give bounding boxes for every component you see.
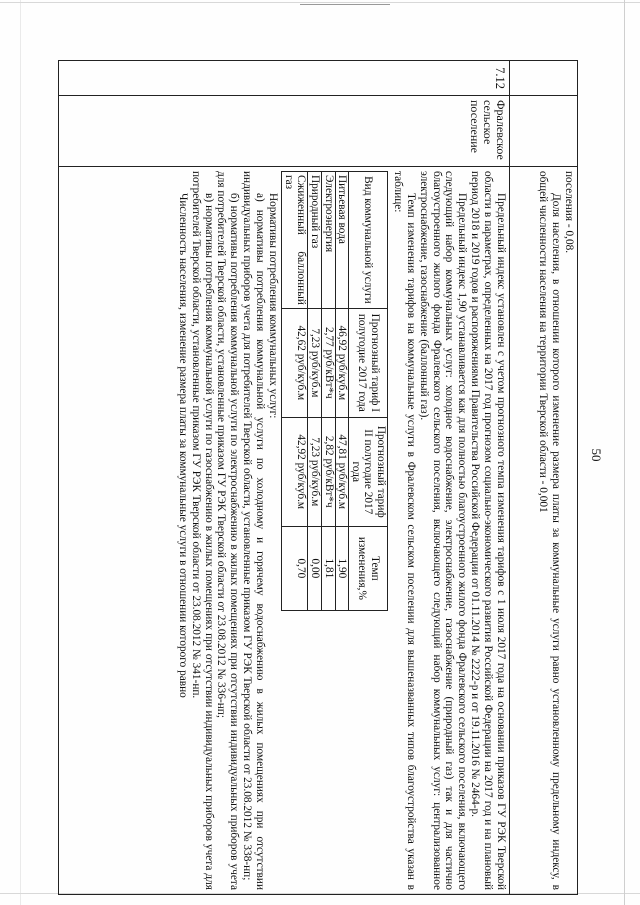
change-rate: 1,90	[335, 526, 349, 610]
paragraph: Предельный индекс 1,90 устанавливается как для полностью благоустроенного жилого фонда Фралевского сельского поселения, включающего следующий набор коммунальных услуг: холодное водоснабжение, электроснабжение, газоснабжение (природный газ) так и для частично благоустроенного жилого фонда Фралевского сельского поселения, включающего следующий набор коммунальных услуг: централизованное электроснабжение, газоснабжение (баллонный газ).	[417, 171, 469, 890]
paragraph: а) нормативы потребления коммунальной услуги по холодному и горячему водоснабжению в жилых помещениях при отсутствии индивидуальных приборов учета для потребителей Тверской области, установленные приказом ГУ РЭК Тверской области от 23.08.2012 № 338-нп;	[241, 171, 267, 890]
tariff-h1: 7,23 руб/куб.м	[308, 308, 322, 417]
tariff-table	[281, 171, 388, 611]
service-name: Природный газ	[308, 172, 322, 309]
header-service: Вид коммунальной услуги	[349, 172, 388, 309]
row-number: 7.12	[59, 61, 510, 96]
service-name: Сжиженный баллонный газ	[282, 172, 308, 309]
tariff-h1: 42,62 руб/куб.м	[282, 308, 308, 417]
continuation-cell	[510, 167, 578, 895]
service-name: Электроэнергия	[321, 172, 335, 309]
tariff-header-row	[349, 172, 388, 611]
change-rate: 0,00	[308, 526, 322, 610]
name-cell-empty	[510, 96, 578, 167]
tariff-row	[308, 172, 322, 611]
page-edge-right	[624, 0, 625, 905]
header-change-rate: Темп изменения,%	[349, 526, 388, 610]
paragraph: Численность населения, изменение размера платы за коммунальные услуги в отношении которого равно	[176, 193, 189, 698]
settlement-name: Фралевское сельское поселение	[59, 96, 510, 167]
number-cell-empty	[510, 61, 578, 96]
tariff-h2: 7,23 руб/куб.м	[308, 417, 322, 526]
scan-edge	[20, 0, 21, 905]
row-content	[59, 167, 510, 895]
table-row-7-12	[59, 61, 510, 895]
continuation-line: поселения - 0,08.	[563, 171, 575, 254]
page-number: 50	[589, 448, 604, 462]
continuation-paragraph: Доля населения, в отношении которого изменение размера платы за коммунальные услуги равно установленному предельному индексу, в общей численности населения на территории Тверской области - 0,001	[537, 171, 563, 890]
tariff-h2: 47,81 руб/куб.м	[335, 417, 349, 526]
tariff-h1: 46,92 руб/куб.м	[335, 308, 349, 417]
tariff-h1: 2,77 руб/кВт*ч	[321, 308, 335, 417]
tariff-h2: 42,92 руб/куб.м	[282, 417, 308, 526]
service-name: Питьевая вода	[335, 172, 349, 309]
header-tariff-h1: Прогнозный тариф I полугодие 2017 года	[349, 308, 388, 417]
table-row-continuation	[510, 61, 578, 895]
document-table	[58, 60, 578, 895]
change-rate: 0,70	[282, 526, 308, 610]
scan-mark	[300, 0, 390, 5]
rotated-document-table	[58, 60, 578, 895]
change-rate: 1,81	[321, 526, 335, 610]
tariff-row	[335, 172, 349, 611]
paragraph: б) нормативы потребления коммунальной услуги по электроснабжению в жилых помещениях при отсутствии индивидуальных приборов учета для потребителей Тверской области, установленные приказом ГУ РЭК Тверской области от 23.08.2012 № 336-нп;	[215, 171, 241, 890]
tariff-h2: 2,82 руб/кВт*ч	[321, 417, 335, 526]
tariff-row	[321, 172, 335, 611]
paragraph: Темп изменения тарифов на коммунальные услуги в Фралевском сельском поселении для вышеназванных типов благоустройства указан в таблице:	[392, 171, 417, 890]
paragraph: Предельный индекс установлен с учетом прогнозного темпа изменения тарифов с 1 июля 2017 года на основании приказов ГУ РЭК Тверской области в параметрах, определенных на 2017 год прогнозом социально-экономического развития Российской Федерации на 2017 год и на плановый период 2018 и 2019 годов и распоряжениями Правительства Российской Федерации от 01.11.2014 № 2222-р и от 19.11.2016 № 2464-р.	[469, 171, 507, 890]
tariff-row	[282, 172, 308, 611]
paragraph: Нормативы потребления коммунальных услуг:	[267, 193, 279, 419]
header-tariff-h2: Прогнозный тариф II полугодие 2017 года	[349, 417, 388, 526]
paragraph: в) нормативы потребления коммунальной услуги по газоснабжению в жилых помещениях при отсутствии индивидуальных приборов учета для потребителей Тверской области, установленные приказом ГУ РЭК Тверской области от 23.08.2012 № 341-нп.	[189, 171, 215, 890]
